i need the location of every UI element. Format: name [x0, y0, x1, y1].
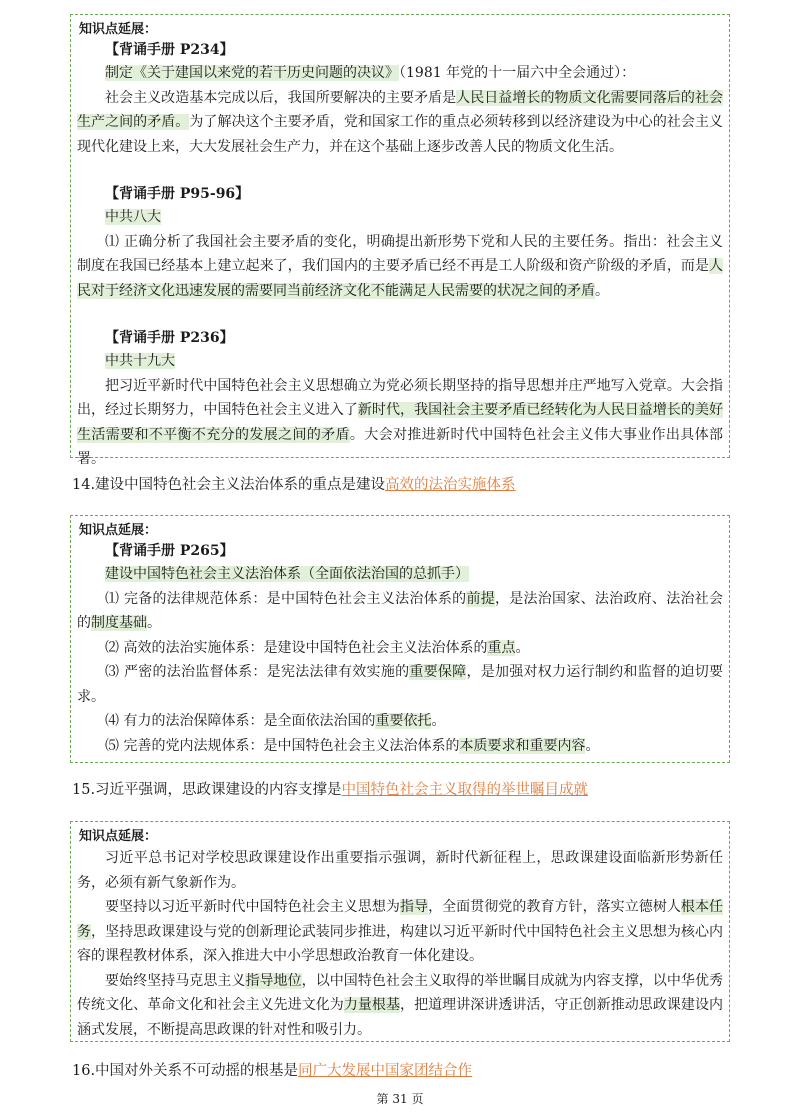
highlight: 前提	[466, 590, 495, 607]
title-note: （1981 年党的十一届六中全会通过）：	[399, 65, 636, 81]
question-text: 14.建设中国特色社会主义法治体系的重点是建设	[72, 477, 386, 493]
text: ⑵ 高效的法治实施体系：是建设中国特色社会主义法治体系的	[105, 639, 488, 656]
manual-reference: 【背诵手册 P234】	[105, 42, 234, 58]
text: ⑷ 有力的法治保障体系：是全面依法治国的	[105, 713, 376, 729]
highlight: 指导	[399, 899, 429, 915]
manual-reference: 【背诵手册 P265】	[105, 543, 234, 559]
answer-link[interactable]: 高效的法治实施体系	[385, 477, 516, 493]
text: ⑶ 严密的法治监督体系：是宪法法律有效实施的	[105, 664, 410, 680]
highlight: 重要保障	[409, 664, 467, 680]
text: 。大会对推进新时代中国特色社会主义伟大事业作出具体部署。	[77, 426, 724, 467]
list-item	[77, 709, 723, 734]
highlight: 力量根基	[343, 997, 401, 1013]
paragraph	[77, 895, 723, 969]
text: 要始终坚持马克思主义	[105, 972, 246, 989]
question-text: 15.习近平强调，思政课建设的内容支撑是	[72, 782, 342, 798]
text: ，坚持思政课建设与党的创新理论武装同步推进，构建以习近平新时代中国特色社会主义思想为核心内容的课程教材体系，深入推进大中小学思想政治教育一体化建设。	[77, 923, 723, 964]
highlight: 建设中国特色社会主义法治体系（全面依法治国的总抓手）	[105, 566, 469, 582]
highlight: 人民对于经济文化迅速发展的需要同当前经济文化不能满足人民需要的状况之间的矛盾	[77, 258, 723, 299]
text: ⑸ 完善的党内法规体系：是中国特色社会主义法治体系的	[105, 737, 460, 754]
page-number: 第 31 页	[376, 1092, 424, 1106]
section-title	[77, 205, 723, 230]
box-heading: 知识点延展：	[79, 523, 158, 538]
question-text: 16.中国对外关系不可动摇的根基是	[72, 1063, 299, 1079]
highlight: 制度基础	[91, 615, 147, 631]
box-heading: 知识点延展：	[79, 829, 158, 844]
paragraph: 习近平总书记对学校思政课建设作出重要指示强调，新时代新征程上，思政课建设面临新形势新任务，必须有新气象新作为。	[77, 850, 723, 891]
knowledge-box-1	[70, 14, 730, 467]
answer-link[interactable]: 中国特色社会主义取得的举世瞩目成就	[341, 782, 589, 798]
text: 为了解决这个主要矛盾，党和国家工作的重点必须转移到以经济建设为中心的社会主义现代化建设上来，大大发展社会生产力，并在这个基础上逐步改善人民的物质文化生活。	[77, 114, 724, 155]
section-title	[77, 349, 723, 374]
text: ，是法治国家、法治政府、法治社会的	[77, 590, 724, 631]
text: ，是加强对权力运行制约和监督的迫切要求。	[77, 664, 724, 705]
question-14	[72, 474, 516, 496]
highlight: 根本任务	[77, 899, 724, 940]
section-title	[77, 562, 723, 587]
text: 把习近平新时代中国特色社会主义思想确立为党必须长期坚持的指导思想并庄严地写入党章。大会指出，经过长期努力，中国特色社会主义进入了	[77, 377, 723, 418]
highlight: 本质要求和重要内容	[459, 737, 586, 754]
highlight: 人民日益增长的物质文化需要同落后的社会生产之间的矛盾。	[77, 89, 724, 130]
question-16	[72, 1060, 472, 1082]
manual-reference: 【背诵手册 P236】	[105, 330, 234, 346]
list-item	[77, 734, 723, 759]
knowledge-box-3	[70, 821, 730, 1042]
box-heading: 知识点延展：	[79, 22, 158, 37]
text: 社会主义改造基本完成以后，我国所要解决的主要矛盾是	[105, 89, 457, 106]
text: 。	[431, 713, 446, 729]
paragraph	[77, 86, 723, 160]
text: 。	[515, 639, 530, 656]
highlight: 中共十九大	[105, 353, 175, 369]
text: ，全面贯彻党的教育方针，落实立德树人	[428, 899, 681, 915]
question-15	[72, 779, 588, 801]
paragraph	[77, 374, 723, 472]
highlight: 重要依托	[375, 713, 432, 729]
knowledge-box-2	[70, 515, 730, 763]
answer-link[interactable]: 同广大发展中国家团结合作	[298, 1063, 473, 1079]
text: 。	[585, 737, 600, 754]
highlight: 重点	[487, 639, 516, 656]
list-item	[77, 660, 723, 709]
paragraph	[77, 969, 723, 1043]
text: ，以中国特色社会主义取得的举世瞩目成就为内容支撑，以中华优秀传统文化、革命文化和社会主义先进文化为	[77, 972, 724, 1013]
manual-reference: 【背诵手册 P95-96】	[105, 186, 250, 202]
list-item	[77, 587, 723, 636]
highlight: 制定《关于建国以来党的若干历史问题的决议》	[105, 65, 399, 81]
highlight: 新时代，我国社会主要矛盾已经转化为人民日益增长的美好生活需要和不平衡不充分的发展之间的矛盾	[77, 402, 724, 443]
text: ⑴ 正确分析了我国社会主要矛盾的变化，明确提出新形势下党和人民的主要任务。指出：社会主义制度在我国已经基本上建立起来了，我们国内的主要矛盾已经不再是工人阶级和资产阶级的矛盾，而是	[77, 233, 723, 274]
highlight: 中共八大	[105, 209, 161, 225]
text: ，把道理讲深讲透讲活，守正创新推动思政课建设内涵式发展，不断提高思政课的针对性和吸引力。	[77, 997, 724, 1038]
text: 要坚持以习近平新时代中国特色社会主义思想为	[105, 899, 400, 915]
text: ⑴ 完备的法律规范体系：是中国特色社会主义法治体系的	[105, 590, 467, 607]
paragraph	[77, 230, 723, 304]
text: 。	[595, 282, 609, 299]
resolution-title	[77, 61, 723, 86]
list-item	[77, 636, 723, 661]
text: 。	[147, 615, 161, 631]
highlight: 指导地位	[245, 972, 302, 989]
